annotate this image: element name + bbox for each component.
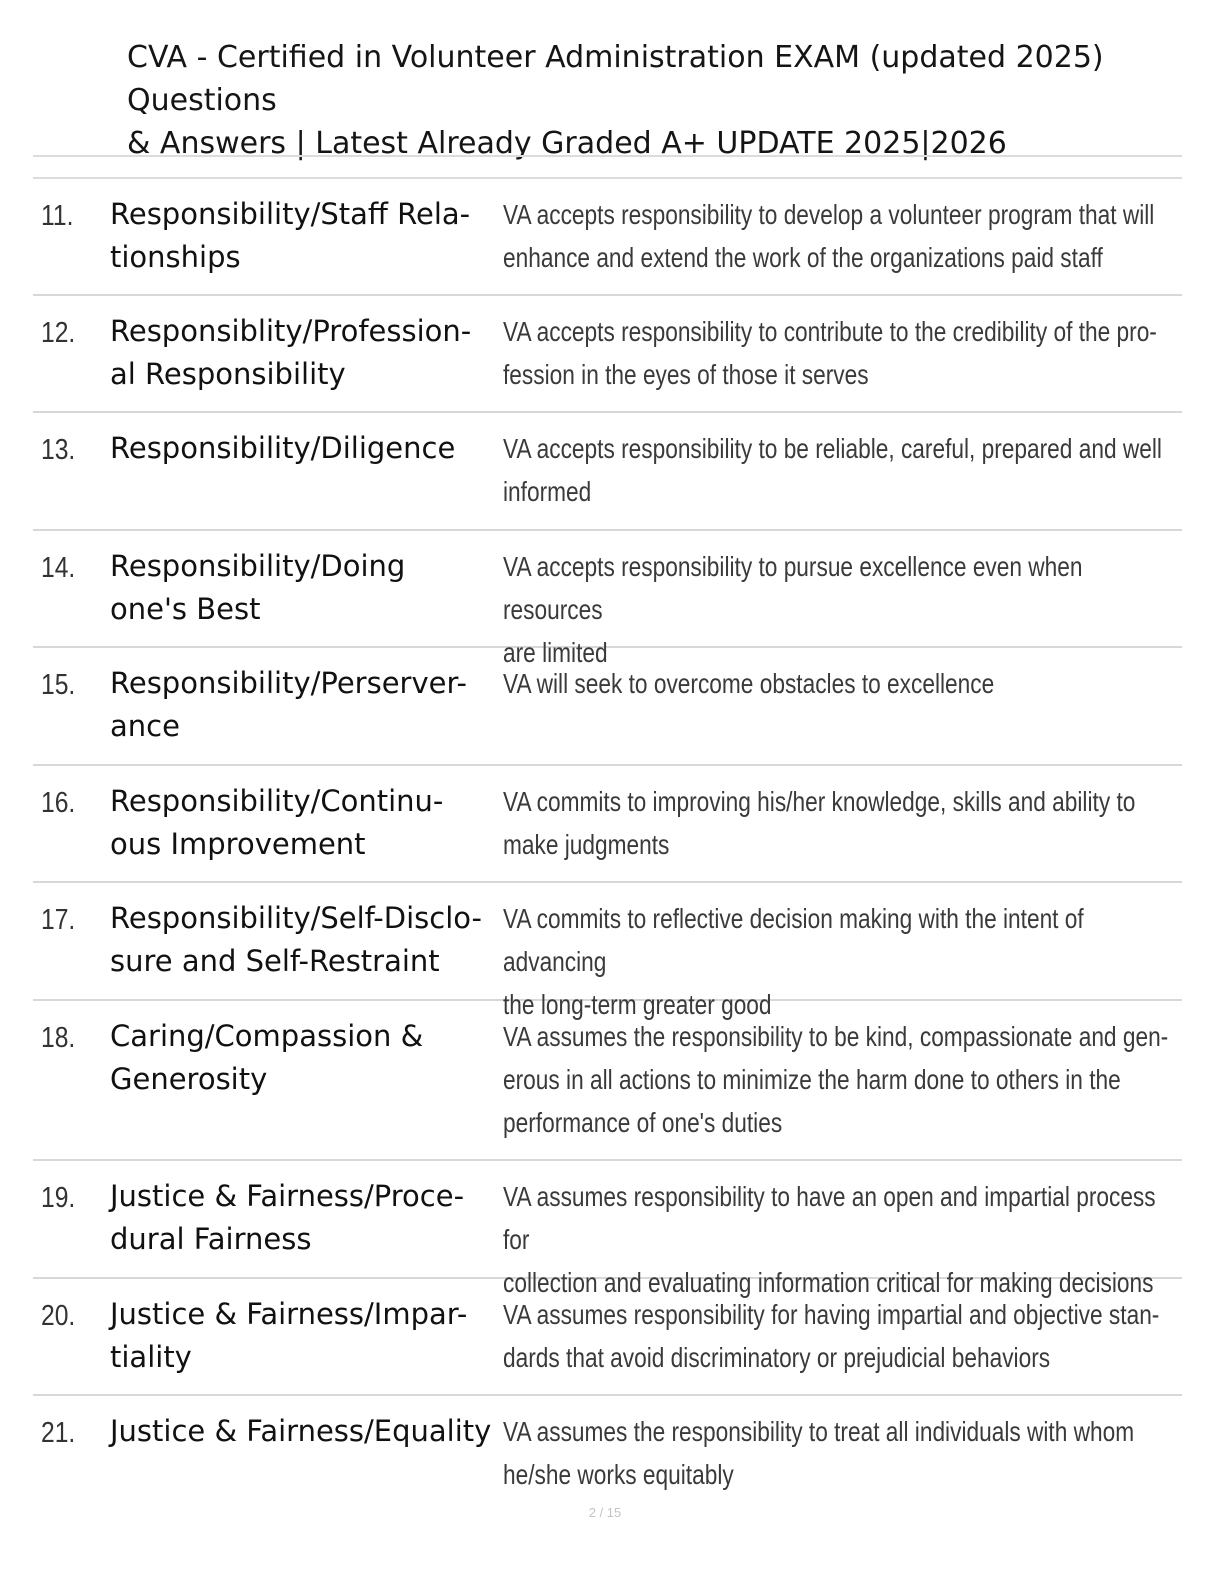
item-term: Justice & Fairness/Proce- dural Fairness (110, 1179, 465, 1256)
item-number: 18. (41, 1022, 76, 1054)
page-number: 2 / 15 (588, 1505, 622, 1520)
item-term: Responsibility/Self-Disclo- sure and Self-Restraint (110, 901, 483, 978)
item-definition: VA commits to reflective decision making with the intent of advancing the long-term greater good (503, 903, 1084, 1020)
list-item (33, 179, 1182, 296)
item-definition: VA will seek to overcome obstacles to excellence (503, 668, 995, 699)
item-number: 13. (41, 434, 76, 466)
question-answer-list (33, 179, 1182, 1506)
item-definition: VA assumes the responsibility to treat all individuals with whom he/she works equitably (503, 1416, 1135, 1490)
item-number: 15. (41, 669, 76, 701)
item-definition: VA accepts responsibility to develop a volunteer program that will enhance and extend the work of the organizations paid staff (503, 199, 1155, 273)
item-definition: VA accepts responsibility to pursue excellence even when resources are limited (503, 551, 1083, 668)
list-item (33, 1161, 1182, 1298)
item-definition: VA assumes responsibility for having impartial and objective stan- dards that avoid discriminatory or prejudicial behaviors (503, 1299, 1160, 1373)
item-definition: VA accepts responsibility to be reliable, careful, prepared and well informed (503, 433, 1162, 507)
list-item (33, 1001, 1182, 1161)
item-term: Responsibility/Doing one's Best (110, 549, 406, 626)
item-term: Justice & Fairness/Impar- tiality (110, 1297, 468, 1374)
list-item (33, 1396, 1182, 1506)
item-number: 12. (41, 317, 76, 349)
item-number: 16. (41, 787, 76, 819)
document-title: CVA - Certified in Volunteer Administration EXAM (updated 2025) Questions & Answers | Latest Already Graded A+ UPDATE 2025|2026 (127, 40, 1104, 161)
item-definition: VA assumes responsibility to have an open and impartial process for collection and evaluating information critical for making decisions (503, 1181, 1156, 1298)
item-definition: VA accepts responsibility to contribute to the credibility of the pro- fession in the eyes of those it serves (503, 316, 1157, 390)
item-definition: VA assumes the responsibility to be kind, compassionate and gen- erous in all actions to minimize the harm done to others in the performance of one's duties (503, 1021, 1169, 1138)
item-number: 11. (41, 200, 74, 232)
header-divider (33, 155, 1182, 157)
item-term: Responsibility/Diligence (110, 431, 456, 465)
list-item (33, 1279, 1182, 1396)
list-item (33, 883, 1182, 1020)
item-number: 21. (41, 1417, 76, 1449)
list-item (33, 766, 1182, 883)
list-item (33, 648, 1182, 766)
item-term: Justice & Fairness/Equality (110, 1414, 492, 1448)
item-term: Responsibility/Staff Rela- tionships (110, 197, 471, 274)
list-item (33, 413, 1182, 531)
item-number: 19. (41, 1182, 76, 1214)
item-term: Responsibility/Continu- ous Improvement (110, 784, 444, 861)
item-number: 20. (41, 1300, 76, 1332)
item-term: Responsibility/Perserver- ance (110, 666, 468, 743)
item-number: 17. (41, 904, 76, 936)
item-number: 14. (41, 552, 76, 584)
list-item (33, 531, 1182, 668)
item-term: Responsiblity/Profession- al Responsibility (110, 314, 472, 391)
item-definition: VA commits to improving his/her knowledge, skills and ability to make judgments (503, 786, 1136, 860)
list-item (33, 296, 1182, 413)
item-term: Caring/Compassion & Generosity (110, 1019, 424, 1096)
